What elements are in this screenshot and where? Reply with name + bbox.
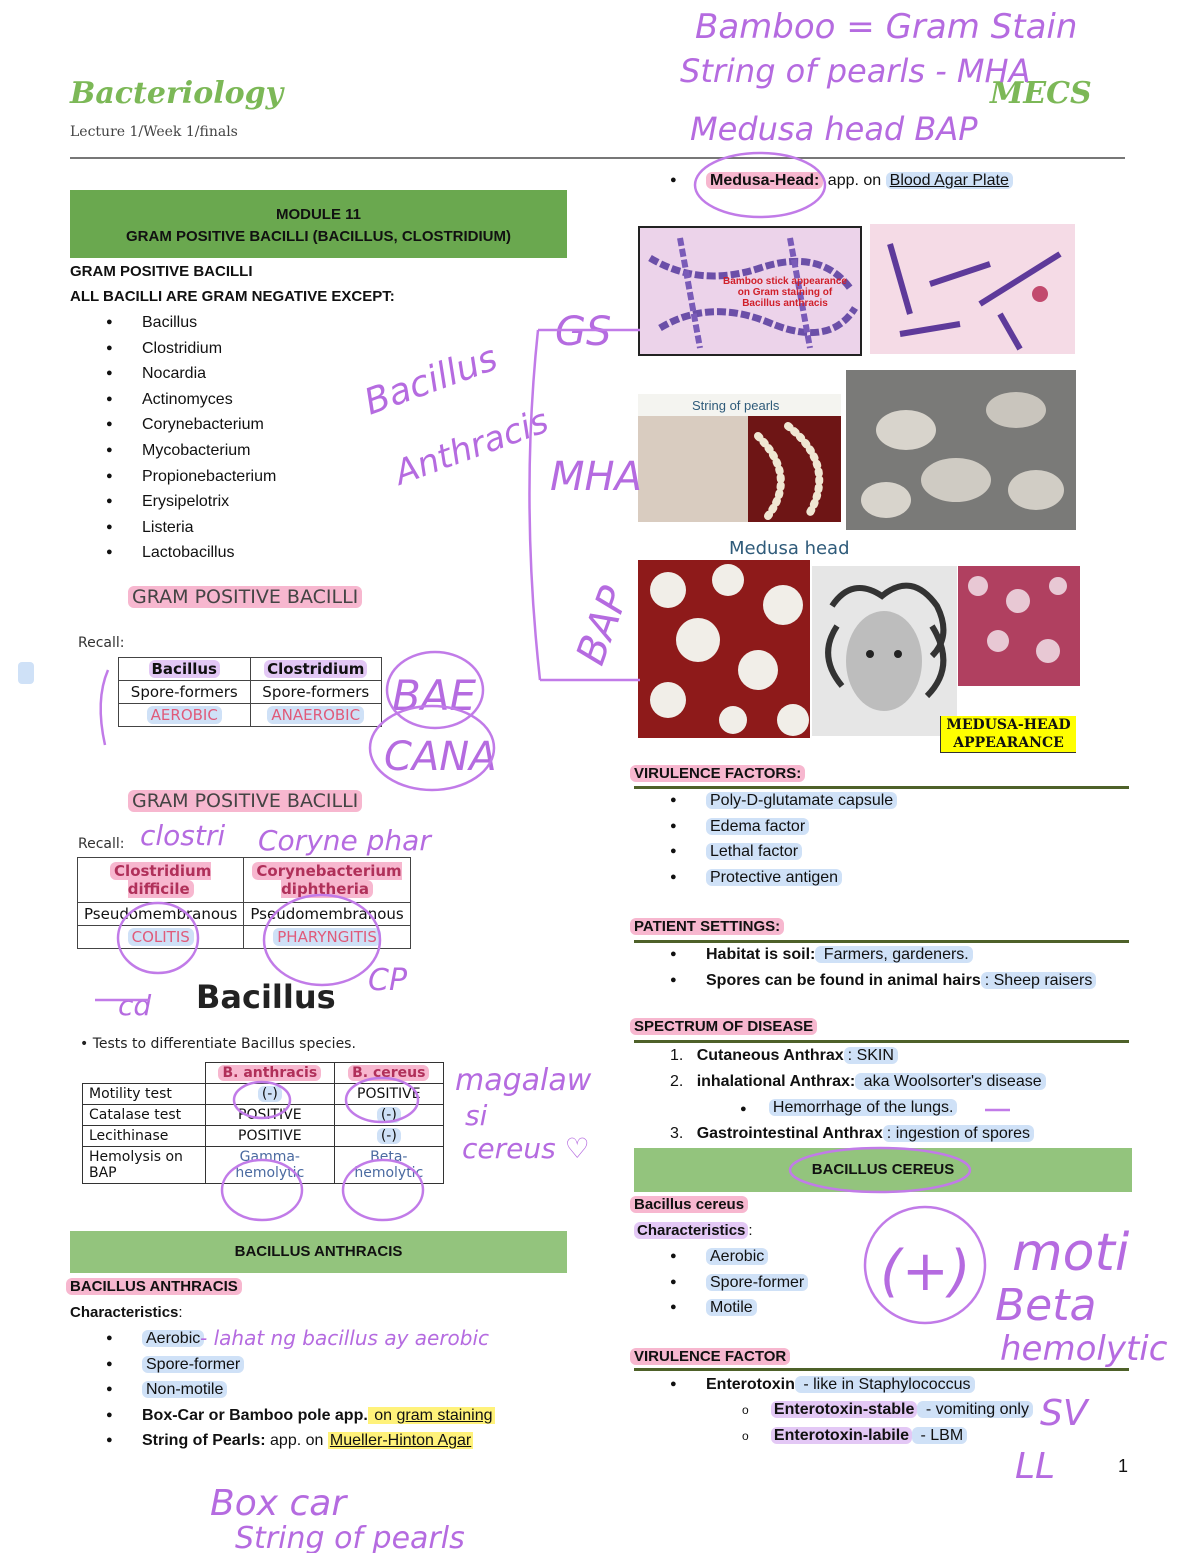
- medusa-colony-graphic: [958, 566, 1080, 686]
- table-cell: Motility test: [83, 1084, 206, 1105]
- table-cell: Pseudomembranous: [244, 903, 410, 926]
- virulence-list: [634, 788, 897, 890]
- table-cell: PHARYNGITIS: [244, 926, 410, 949]
- blood-agar-image: [638, 560, 810, 738]
- slide1-recall: Recall:: [78, 635, 125, 651]
- handwritten-note: cd: [118, 989, 152, 1022]
- module-banner: [70, 190, 567, 258]
- handwritten-note: magalaw: [455, 1063, 592, 1098]
- bamboo-image-label: Bamboo stick appearance on Gram staining of Bacillus anthracis: [723, 276, 847, 309]
- handwritten-note: (+): [880, 1239, 971, 1304]
- table-cell: Spore-formers: [119, 681, 251, 704]
- margin-marker: [18, 662, 34, 684]
- spectrum-subitem: ● Hemorrhage of the lungs.: [740, 1096, 957, 1121]
- bacillus-slide-title: Bacillus: [196, 978, 336, 1016]
- agar-plate-photo: [638, 416, 748, 522]
- ink-circle: [865, 1207, 985, 1323]
- rods-graphic: [870, 224, 1075, 354]
- handwritten-note: - lahat ng bacillus ay aerobic: [200, 1326, 490, 1350]
- list-item: ● Lactobacillus: [70, 540, 276, 566]
- ink-circle: [387, 652, 483, 728]
- table-cell: Catalase test: [83, 1105, 206, 1126]
- medusa-image-label: Medusa head: [729, 538, 850, 559]
- pearls-image-label: String of pearls: [692, 398, 780, 413]
- table-cell: ANAEROBIC: [250, 704, 382, 727]
- document-title: Bacteriology: [70, 76, 284, 111]
- list-item: ● Box-Car or Bamboo pole app. on gram staining: [70, 1403, 495, 1429]
- hollow-bullet-icon: o: [742, 1429, 749, 1443]
- table-header: B. anthracis: [206, 1063, 335, 1084]
- list-item: ● Habitat is soil: Farmers, gardeners.: [634, 942, 1096, 968]
- slide2-recall: Recall:: [78, 836, 125, 852]
- handwritten-note: BAE: [392, 671, 477, 720]
- table-cell: AEROBIC: [119, 704, 251, 727]
- list-item: ● Lethal factor: [634, 839, 897, 865]
- handwritten-note: si: [465, 1099, 488, 1132]
- table-cell: Lecithinase: [83, 1126, 206, 1147]
- table-cell: Gamma-hemolytic: [206, 1147, 335, 1184]
- handwritten-note: Anthracis: [389, 401, 554, 494]
- spectrum-item-1: 1. Cutaneous Anthrax : SKIN: [670, 1044, 898, 1068]
- handwritten-note: SV: [1040, 1393, 1088, 1434]
- list-item: ● Spore-former: [70, 1352, 495, 1378]
- handwritten-note: Bamboo = Gram Stain: [695, 7, 1078, 47]
- anthracis-title: BACILLUS ANTHRACIS: [66, 1278, 242, 1295]
- intro-subheading: ALL BACILLI ARE GRAM NEGATIVE EXCEPT:: [70, 288, 395, 305]
- cereus-virulence-title: VIRULENCE FACTOR: [630, 1348, 790, 1365]
- table-header: [83, 1063, 206, 1084]
- list-item: ● Erysipelotrix: [70, 489, 276, 515]
- medusa-face-graphic: [812, 566, 957, 736]
- pearl-necklace-graphic: [748, 416, 841, 522]
- table-header: B. cereus: [334, 1063, 443, 1084]
- table-cell: COLITIS: [78, 926, 244, 949]
- gram-positive-list: [70, 310, 276, 566]
- bullet-icon: ●: [740, 1103, 747, 1115]
- colonies-graphic: [846, 370, 1076, 530]
- anthracis-characteristics-label: Characteristics:: [70, 1304, 183, 1321]
- handwritten-note: String of pearls - MHA: [680, 52, 1031, 90]
- gram-stain-image-2: [870, 224, 1075, 354]
- list-item: ● Aerobic: [634, 1244, 808, 1270]
- list-item: ● Corynebacterium: [70, 412, 276, 438]
- table-header: Corynebacterium diphtheria: [244, 858, 410, 903]
- ink-bracket: [529, 330, 540, 680]
- handwritten-note: Box car: [210, 1483, 347, 1524]
- virulence-title: VIRULENCE FACTORS:: [630, 765, 805, 782]
- cereus-banner: BACILLUS CEREUS: [634, 1148, 1132, 1192]
- document-subtitle: Lecture 1/Week 1/finals: [70, 124, 238, 140]
- list-item: ● Poly-D-glutamate capsule: [634, 788, 897, 814]
- handwritten-note: cereus ♡: [462, 1132, 590, 1165]
- table-cell: POSITIVE: [206, 1126, 335, 1147]
- list-item: ● Enterotoxin - like in Staphylococcus: [634, 1372, 975, 1398]
- handwritten-note: moti: [1012, 1223, 1130, 1283]
- cereus-characteristics-list: [634, 1244, 808, 1321]
- list-item: ● Mycobacterium: [70, 438, 276, 464]
- handwritten-note: CP: [368, 963, 408, 998]
- handwritten-note: BAP: [567, 580, 639, 671]
- table-header: Clostridium: [250, 658, 382, 681]
- string-of-pearls-image: [638, 394, 841, 522]
- header-divider: [70, 157, 1125, 159]
- enterotoxin-list: [634, 1372, 975, 1398]
- list-item: ● Listeria: [70, 515, 276, 541]
- bacillus-test-table: [82, 1062, 444, 1184]
- table-cell: POSITIVE: [334, 1084, 443, 1105]
- recall-table-spore: [118, 657, 382, 727]
- list-item: ● Propionebacterium: [70, 464, 276, 490]
- table-cell: Spore-formers: [250, 681, 382, 704]
- list-item: ● Actinomyces: [70, 387, 276, 413]
- handwritten-note: GS: [555, 309, 612, 355]
- table-cell: (-): [334, 1126, 443, 1147]
- cereus-virulence-rule: [634, 1368, 1129, 1371]
- handwritten-note: clostri: [140, 819, 226, 852]
- table-cell: Beta-hemolytic: [334, 1147, 443, 1184]
- bamboo-gram-stain-image: [638, 226, 862, 356]
- medusa-drawing-image: [812, 566, 957, 736]
- enterotoxin-labile-item: o Enterotoxin-labile - LBM: [742, 1424, 967, 1448]
- blood-agar-colonies-graphic: [638, 560, 810, 738]
- table-cell: Pseudomembranous: [78, 903, 244, 926]
- handwritten-note: String of pearls: [235, 1521, 465, 1553]
- recall-table-pseudomembranous: [77, 857, 411, 949]
- bacillus-slide-bullet: • Tests to differentiate Bacillus species.: [80, 1036, 356, 1052]
- module-topic: GRAM POSITIVE BACILLI (BACILLUS, CLOSTRIDIUM): [126, 228, 511, 245]
- ink-bracket: [101, 670, 108, 745]
- bullet-icon: •: [80, 1036, 93, 1052]
- table-cell: (-): [206, 1084, 335, 1105]
- medusa-colony-image: [958, 566, 1080, 686]
- table-cell: POSITIVE: [206, 1105, 335, 1126]
- medusa-head-list: [634, 168, 1013, 194]
- slide1-title: GRAM POSITIVE BACILLI: [128, 586, 362, 608]
- cereus-title: Bacillus cereus: [630, 1196, 748, 1213]
- list-item: ● Edema factor: [634, 814, 897, 840]
- list-item: ● Non-motile: [70, 1377, 495, 1403]
- table-cell: Hemolysis on BAP: [83, 1147, 206, 1184]
- list-item: ● Clostridium: [70, 336, 276, 362]
- page-number: 1: [1118, 1456, 1129, 1476]
- list-item: ● Motile: [634, 1295, 808, 1321]
- slide2-title: GRAM POSITIVE BACILLI: [128, 790, 362, 812]
- handwritten-note: Coryne phar: [258, 824, 431, 857]
- list-item: ● Spores can be found in animal hairs : Sheep raisers: [634, 968, 1096, 994]
- table-header: Bacillus: [119, 658, 251, 681]
- hollow-bullet-icon: o: [742, 1403, 749, 1417]
- list-item: ● Medusa-Head: app. on Blood Agar Plate: [634, 168, 1013, 194]
- list-item: ● Protective antigen: [634, 865, 897, 891]
- medusa-caption: MEDUSA-HEAD APPEARANCE: [940, 716, 1076, 753]
- handwritten-note: Beta: [995, 1280, 1097, 1331]
- patient-list: [634, 942, 1096, 993]
- enterotoxin-stable-item: o Enterotoxin-stable - vomiting only: [742, 1398, 1033, 1422]
- handwritten-note: MHA: [550, 454, 642, 500]
- list-item: ● Spore-former: [634, 1270, 808, 1296]
- cereus-characteristics-label: Characteristics :: [634, 1222, 753, 1239]
- patient-title: PATIENT SETTINGS:: [630, 918, 784, 935]
- table-cell: (-): [334, 1105, 443, 1126]
- list-item: ● Bacillus: [70, 310, 276, 336]
- handwritten-note: hemolytic: [1000, 1329, 1168, 1369]
- spectrum-title: SPECTRUM OF DISEASE: [630, 1018, 817, 1035]
- spectrum-rule: [634, 1040, 1129, 1043]
- ink-circle: [370, 706, 494, 790]
- list-item: ● Aerobic: [70, 1326, 495, 1352]
- intro-heading: GRAM POSITIVE BACILLI: [70, 263, 253, 280]
- author-label: MECS: [990, 76, 1092, 111]
- anthracis-banner: BACILLUS ANTHRACIS: [70, 1231, 567, 1273]
- list-item: ● Nocardia: [70, 361, 276, 387]
- handwritten-note: LL: [1015, 1446, 1056, 1487]
- spectrum-item-2: 2. inhalational Anthrax: aka Woolsorter's disease: [670, 1070, 1046, 1094]
- anthracis-characteristics-list: [70, 1326, 495, 1454]
- table-header: Clostridium difficile: [78, 858, 244, 903]
- handwritten-note: Bacillus: [359, 337, 503, 424]
- spectrum-item-3: 3. Gastrointestinal Anthrax : ingestion of spores: [670, 1122, 1034, 1146]
- colony-plate-image: [846, 370, 1076, 530]
- list-item: ● String of Pearls: app. on Mueller-Hinton Agar: [70, 1428, 495, 1454]
- handwritten-note: CANA: [384, 734, 497, 780]
- module-number: MODULE 11: [275, 206, 362, 223]
- handwritten-note: Medusa head BAP: [690, 110, 978, 148]
